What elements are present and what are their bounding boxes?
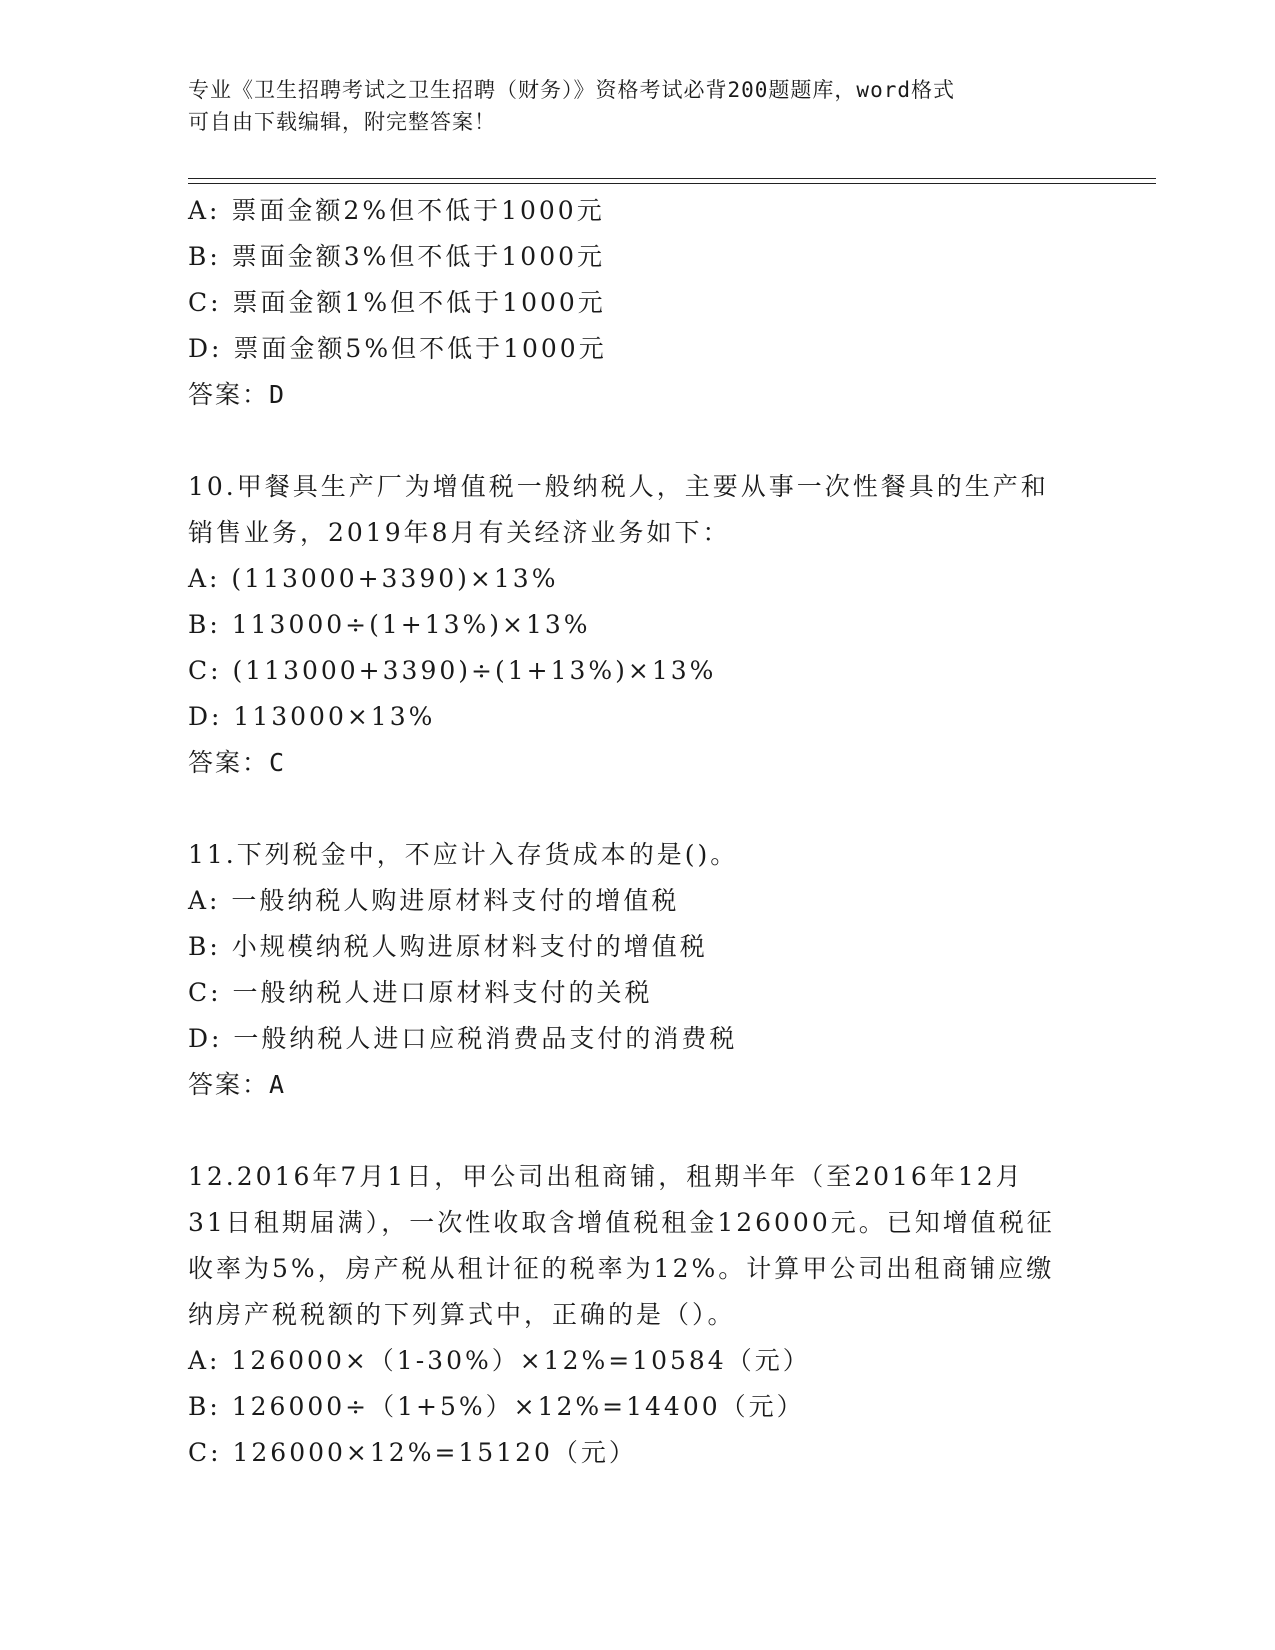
- question-11: [188, 832, 1148, 1108]
- option-a: A: 票面金额2%但不低于1000元: [188, 196, 605, 225]
- option-b: B: 小规模纳税人购进原材料支付的增值税: [188, 932, 708, 961]
- question-12: [188, 1154, 1148, 1476]
- question-stem-line: 销售业务，2019年8月有关经济业务如下：: [188, 518, 731, 547]
- question-9: [188, 188, 1148, 418]
- option-a: A: (113000+3390)×13%: [188, 564, 559, 593]
- header-line-2: 可自由下载编辑，附完整答案！: [188, 110, 496, 134]
- option-d: D: 票面金额5%但不低于1000元: [188, 334, 607, 363]
- spacer: [188, 1108, 1148, 1154]
- option-b: B: 票面金额3%但不低于1000元: [188, 242, 606, 271]
- option-a: A: 一般纳税人购进原材料支付的增值税: [188, 886, 680, 915]
- option-d: D: 113000×13%: [188, 702, 436, 731]
- option-c: C: (113000+3390)÷(1+13%)×13%: [188, 656, 717, 685]
- option-c: C: 票面金额1%但不低于1000元: [188, 288, 606, 317]
- spacer: [188, 418, 1148, 464]
- option-a: A: 126000×（1-30%）×12%=10584（元）: [188, 1346, 811, 1375]
- header-divider-bottom: [188, 183, 1156, 184]
- answer-line: 答案：C: [188, 748, 287, 777]
- option-b: B: 113000÷(1+13%)×13%: [188, 610, 591, 639]
- header-line-1: 专业《卫生招聘考试之卫生招聘（财务）》资格考试必背200题题库，word格式: [188, 78, 955, 102]
- option-c: C: 一般纳税人进口原材料支付的关税: [188, 978, 653, 1007]
- answer-line: 答案：D: [188, 380, 287, 409]
- document-header: [188, 74, 1088, 138]
- option-c: C: 126000×12%=15120（元）: [188, 1438, 637, 1467]
- header-divider-top: [188, 178, 1156, 179]
- question-stem-line: 31日租期届满），一次性收取含增值税租金126000元。已知增值税征: [188, 1208, 1055, 1237]
- question-list: [188, 188, 1148, 1476]
- option-d: D: 一般纳税人进口应税消费品支付的消费税: [188, 1024, 738, 1053]
- answer-line: 答案：A: [188, 1070, 287, 1099]
- question-stem-line: 12.2016年7月1日，甲公司出租商铺，租期半年（至2016年12月: [188, 1162, 1024, 1191]
- question-stem-line: 纳房产税税额的下列算式中，正确的是（）。: [188, 1300, 736, 1329]
- question-10: [188, 464, 1148, 786]
- option-b: B: 126000÷（1+5%）×12%=14400（元）: [188, 1392, 805, 1421]
- question-stem-line: 11.下列税金中，不应计入存货成本的是()。: [188, 840, 739, 869]
- question-stem-line: 收率为5%，房产税从租计征的税率为12%。计算甲公司出租商铺应缴: [188, 1254, 1055, 1283]
- question-stem-line: 10.甲餐具生产厂为增值税一般纳税人，主要从事一次性餐具的生产和: [188, 472, 1049, 501]
- spacer: [188, 786, 1148, 832]
